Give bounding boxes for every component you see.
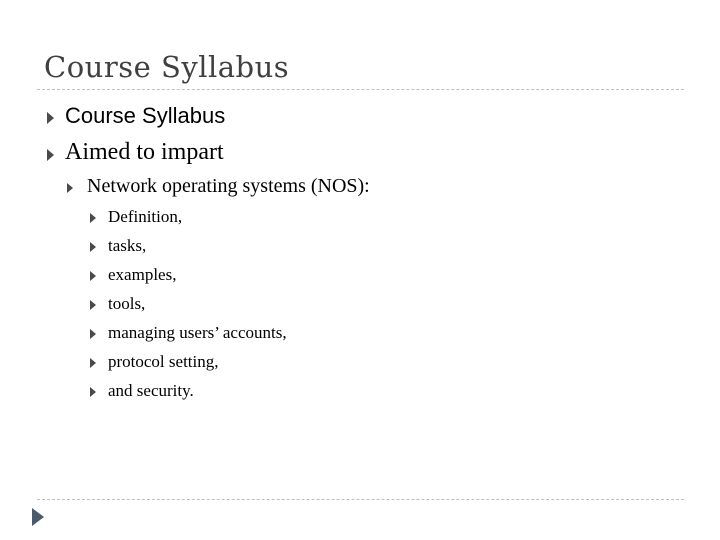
bullet-aimed-to-impart: Aimed to impart	[65, 139, 224, 165]
triangle-bullet-icon	[90, 271, 96, 281]
list-item: tools,	[108, 294, 146, 313]
footer-divider	[37, 499, 684, 500]
triangle-bullet-icon	[90, 329, 96, 339]
triangle-bullet-icon	[90, 213, 96, 223]
triangle-bullet-icon	[90, 242, 96, 252]
list-item: tasks,	[108, 236, 147, 255]
triangle-bullet-icon	[90, 358, 96, 368]
title-divider	[37, 89, 684, 90]
triangle-bullet-icon	[90, 300, 96, 310]
triangle-bullet-icon	[47, 112, 54, 124]
list-item: protocol setting,	[108, 352, 219, 371]
bullet-course-syllabus: Course Syllabus	[65, 103, 226, 128]
triangle-bullet-icon	[67, 183, 73, 193]
list-item: managing users’ accounts,	[108, 323, 287, 342]
sub-heading-nos: Network operating systems (NOS):	[87, 175, 370, 197]
triangle-bullet-icon	[47, 149, 54, 161]
list-item: and security.	[108, 381, 194, 400]
triangle-bullet-icon	[90, 387, 96, 397]
slide-title: Course Syllabus	[44, 50, 290, 84]
list-item: Definition,	[108, 207, 183, 226]
list-item: examples,	[108, 265, 177, 284]
next-slide-arrow-icon[interactable]	[32, 508, 44, 526]
